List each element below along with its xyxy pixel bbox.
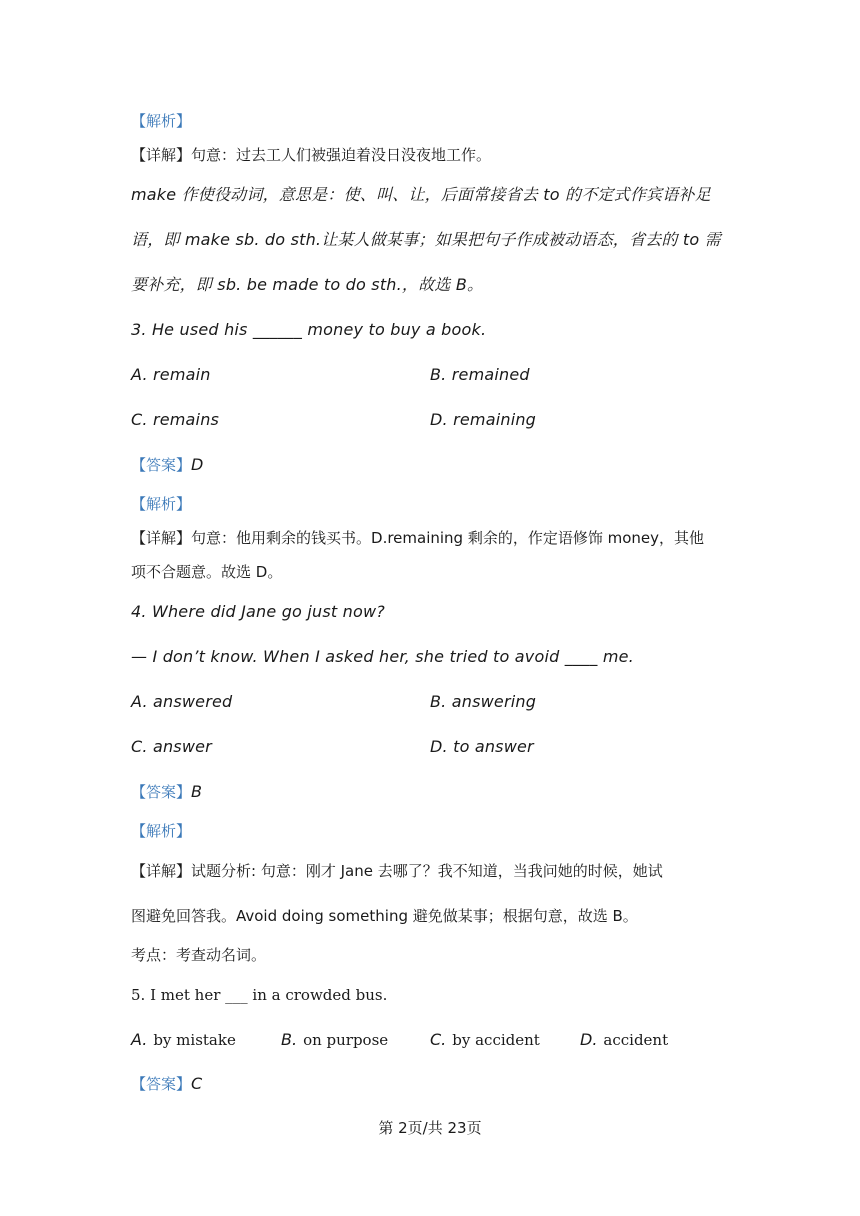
answer-value: B bbox=[191, 782, 203, 801]
q3-option-b: B. remained bbox=[430, 365, 530, 384]
q4-option-d: D. to answer bbox=[430, 737, 534, 756]
q4-reply: — I don’t know. When I asked her, she tried to avoid ____ me. bbox=[131, 647, 634, 666]
q4-stem: 4. Where did Jane go just now? bbox=[131, 602, 385, 621]
option-text: on purpose bbox=[303, 1031, 389, 1049]
q4-analysis-heading bbox=[131, 821, 191, 841]
q5-option-c bbox=[430, 1030, 540, 1050]
q3-option-c: C. remains bbox=[131, 410, 220, 429]
q3-answer bbox=[131, 455, 204, 475]
q4-options-row-1 bbox=[131, 692, 232, 712]
option-text: by mistake bbox=[153, 1031, 236, 1049]
answer-value: C bbox=[191, 1074, 203, 1093]
q5-option-a bbox=[131, 1030, 236, 1050]
q4-answer bbox=[131, 782, 202, 802]
q3-option-a: A. remain bbox=[131, 365, 211, 384]
q5-stem: 5. I met her ___ in a crowded bus. bbox=[131, 986, 388, 1004]
detail-text: 句意：他用剩余的钱买书。D.remaining 剩余的，作定语修饰 money，其他 bbox=[191, 529, 705, 547]
q3-detail-line-1 bbox=[131, 528, 704, 548]
page-footer: 第 2页/共 23页 bbox=[378, 1119, 482, 1137]
answer-tag: 【答案】 bbox=[131, 456, 192, 474]
q2-explanation-line-1: make 作使役动词，意思是：使、叫、让，后面常接省去 to 的不定式作宾语补足 bbox=[131, 185, 711, 204]
answer-tag: 【答案】 bbox=[131, 783, 192, 801]
detail-tag: 【详解】 bbox=[131, 862, 192, 880]
q3-analysis-heading bbox=[131, 494, 191, 514]
analysis-tag: 【解析】 bbox=[131, 495, 192, 513]
answer-tag: 【答案】 bbox=[131, 1075, 192, 1093]
analysis-tag: 【解析】 bbox=[131, 822, 192, 840]
q4-option-c: C. answer bbox=[131, 737, 212, 756]
q4-detail-line-2: 图避免回答我。Avoid doing something 避免做某事；根据句意，故选 B。 bbox=[131, 907, 638, 925]
detail-text: 试题分析: 句意：刚才 Jane 去哪了？我不知道，当我问她的时候，她试 bbox=[191, 862, 663, 880]
q4-detail-line-1 bbox=[131, 861, 663, 881]
option-letter: B. bbox=[281, 1030, 298, 1049]
q5-option-b bbox=[281, 1030, 388, 1050]
analysis-tag: 【解析】 bbox=[131, 112, 192, 130]
q3-options-row-2 bbox=[131, 410, 219, 430]
q2-analysis-heading bbox=[131, 111, 191, 131]
detail-tag: 【详解】 bbox=[131, 146, 192, 164]
option-letter: A. bbox=[131, 1030, 148, 1049]
q3-detail-line-2: 项不合题意。故选 D。 bbox=[131, 563, 283, 581]
option-text: accident bbox=[603, 1031, 669, 1049]
q3-stem: 3. He used his ______ money to buy a book. bbox=[131, 320, 487, 339]
q5-answer bbox=[131, 1074, 202, 1094]
option-text: by accident bbox=[452, 1031, 540, 1049]
detail-tag: 【详解】 bbox=[131, 529, 192, 547]
q2-explanation-line-3: 要补充，即 sb. be made to do sth.，故选 B。 bbox=[131, 275, 484, 294]
q3-option-d: D. remaining bbox=[430, 410, 537, 429]
q2-explanation-line-2: 语，即 make sb. do sth.让某人做某事；如果把句子作成被动语态，省去的 to 需 bbox=[131, 230, 721, 249]
option-letter: D. bbox=[580, 1030, 598, 1049]
q3-options-row-1 bbox=[131, 365, 211, 385]
q4-option-a: A. answered bbox=[131, 692, 233, 711]
detail-text: 句意：过去工人们被强迫着没日没夜地工作。 bbox=[191, 146, 492, 164]
q5-option-d bbox=[580, 1030, 668, 1050]
option-letter: C. bbox=[430, 1030, 447, 1049]
q2-detail bbox=[131, 145, 491, 165]
q4-kaodian: 考点：考查动名词。 bbox=[131, 946, 267, 964]
q4-option-b: B. answering bbox=[430, 692, 537, 711]
q4-options-row-2 bbox=[131, 737, 212, 757]
answer-value: D bbox=[191, 455, 204, 474]
